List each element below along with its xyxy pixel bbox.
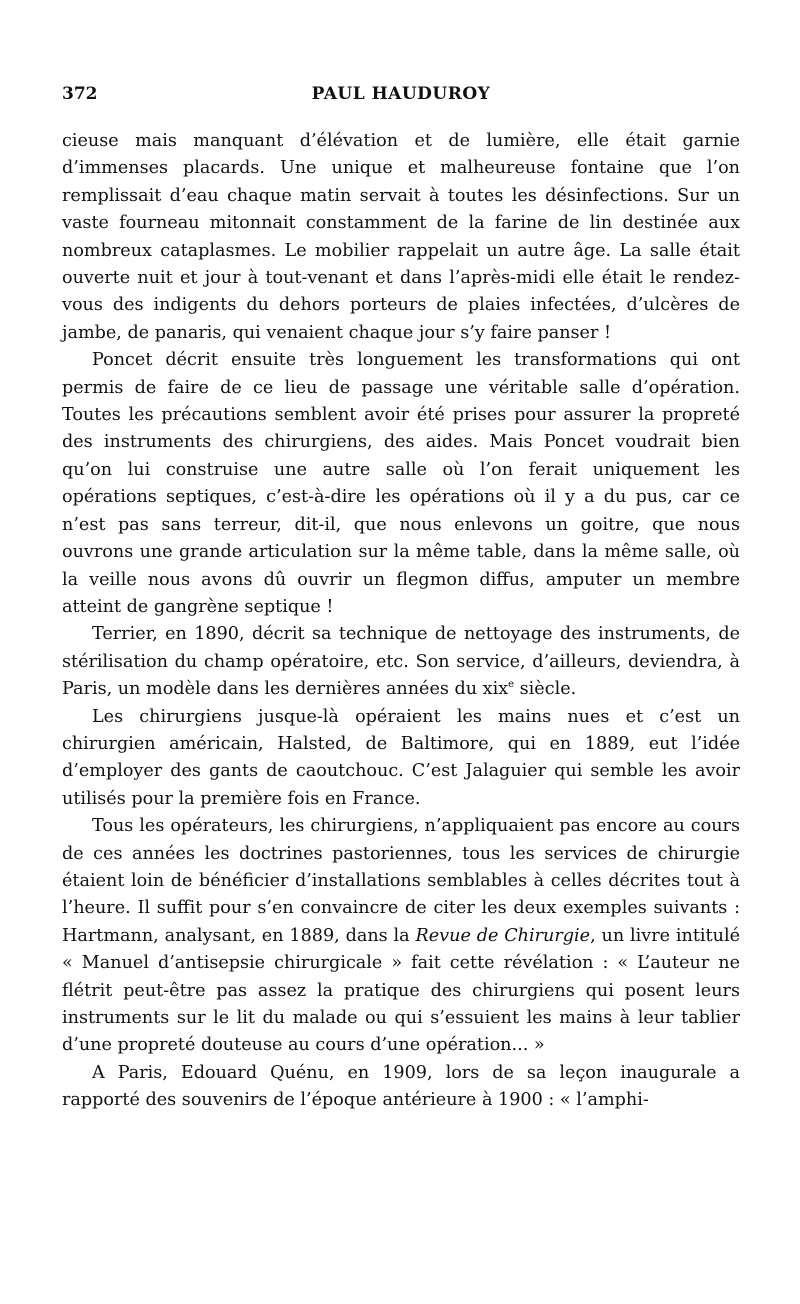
running-head: PAUL HAUDUROY xyxy=(311,84,491,104)
paragraph-text: Tous les opérateurs, les chirurgiens, n’appliquaient pas encore au cours de ces années les doctrines pastoriennes, tous les services de chirurgie étaient loin de bénéficier d’installations semblables à celles décrites tout à l’heure. Il suffit pour s’en convaincre de citer les deux exemples suivants : Hartmann, analysant, en 1889, dans la xyxy=(62,816,740,946)
superscript: e xyxy=(508,679,515,691)
paragraph xyxy=(62,621,740,703)
paragraph-text: siècle. xyxy=(514,679,577,700)
paragraph: A Paris, Edouard Quénu, en 1909, lors de sa leçon inaugurale a rapporté des souvenirs de l’époque antérieure à 1900 : « l’amphi- xyxy=(62,1062,740,1111)
paragraph-text: Terrier, en 1890, décrit sa technique de nettoyage des instruments, de stérilisation du champ opératoire, etc. Son service, d’ailleurs, deviendra, à Paris, un modèle dans les dernières années du xix xyxy=(62,624,740,700)
page-number: 372 xyxy=(62,84,98,104)
page-header xyxy=(62,84,740,114)
paragraph: cieuse mais manquant d’élévation et de lumière, elle était garnie d’immenses placards. Une unique et malheureuse fontaine que l’on remplissait d’eau chaque matin servait à toutes les désinfections. Sur un vaste fourneau mitonnait constamment de la farine de lin destinée aux nombreux cataplasmes. Le mobilier rappelait un autre âge. La salle était ouverte nuit et jour à tout-venant et dans l’après-midi elle était le rendez-vous des indigents du dehors porteurs de plaies infectées, d’ulcères de jambe, de panaris, qui venaient chaque jour s’y faire panser ! xyxy=(62,131,740,343)
journal-title: Revue de Chirurgie xyxy=(415,925,591,946)
paragraph: Poncet décrit ensuite très longuement les transformations qui ont permis de faire de ce lieu de passage une véritable salle d’opération. Toutes les précautions semblent avoir été prises pour assurer la propreté des instruments des chirurgiens, des aides. Mais Poncet voudrait bien qu’on lui construise une autre salle où l’on ferait uniquement les opérations septiques, c’est-à-dire les opérations où il y a du pus, car ce n’est pas sans terreur, dit-il, que nous enlevons un goitre, que nous ouvrons une grande articulation sur la même table, dans la même salle, où la veille nous avons dû ouvrir un flegmon diffus, amputer un membre atteint de gangrène septique ! xyxy=(62,350,740,617)
book-page xyxy=(62,84,740,1115)
paragraph xyxy=(62,813,740,1060)
paragraph: Les chirurgiens jusque-là opéraient les mains nues et c’est un chirurgien américain, Halsted, de Baltimore, qui en 1889, eut l’idée d’employer des gants de caoutchouc. C’est Jalaguier qui semble les avoir utilisés pour la première fois en France. xyxy=(62,706,740,809)
paragraph-text: , un livre intitulé « Manuel d’antisepsie chirurgicale » fait cette révélation : « L’auteur ne flétrit peut-être pas assez la pratique des chirurgiens qui posent leurs instruments sur le lit du malade ou qui s’essuient les mains à leur tablier d’une propreté douteuse au cours d’une opération... » xyxy=(62,925,740,1056)
body-text xyxy=(62,128,740,1115)
